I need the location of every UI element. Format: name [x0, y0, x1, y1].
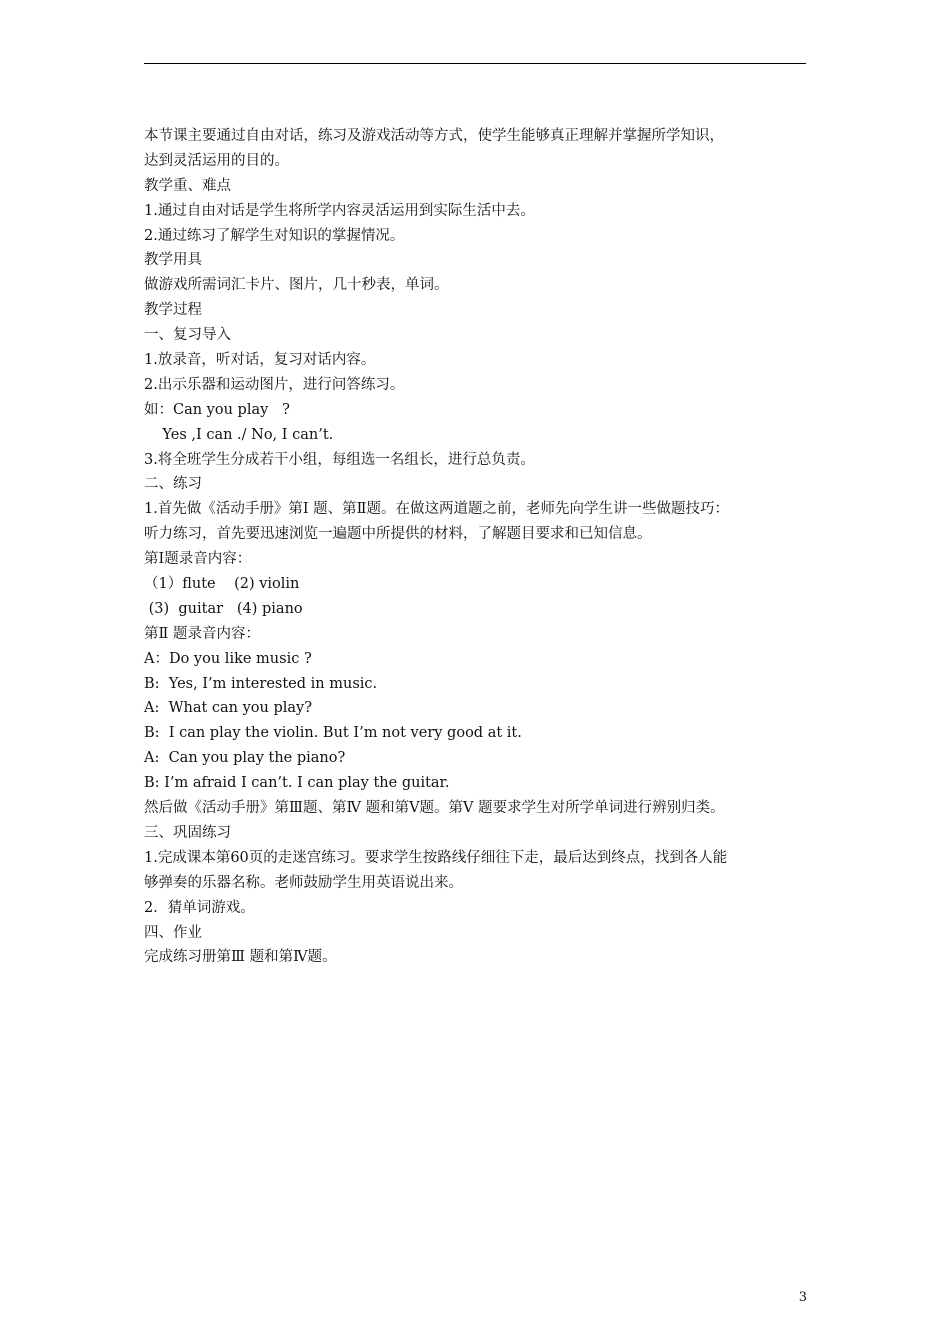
text-line: (3) guitar (4) piano — [144, 600, 303, 617]
dialogue-line: A: Can you play the piano? — [144, 750, 346, 767]
document-body — [144, 124, 808, 970]
text-line: 够弹奏的乐器名称。老师鼓励学生用英语说出来。 — [144, 874, 463, 891]
text-line: 做游戏所需词汇卡片、图片，几十秒表，单词。 — [144, 277, 449, 294]
section-heading: 二、练习 — [144, 476, 202, 493]
text-line: 2.通过练习了解学生对知识的掌握情况。 — [144, 227, 405, 244]
text-line: 如：Can you play ? — [144, 401, 290, 418]
text-line: 达到灵活运用的目的。 — [144, 152, 289, 169]
text-line: 听力练习，首先要迅速浏览一遍题中所提供的材料，了解题目要求和已知信息。 — [144, 526, 652, 543]
dialogue-line: A：Do you like music ? — [144, 650, 312, 667]
section-heading: 教学重、难点 — [144, 177, 231, 194]
dialogue-line: B: I can play the violin. But I’m not very good at it. — [144, 725, 522, 742]
dialogue-line: B: I’m afraid I can’t. I can play the guitar. — [144, 775, 450, 792]
section-heading: 教学用具 — [144, 252, 202, 269]
text-line: 第Ⅱ 题录音内容： — [144, 625, 260, 642]
text-line: 1.完成课本第60页的走迷宫练习。要求学生按路线仔细往下走，最后达到终点，找到各人能 — [144, 849, 728, 866]
text-line: 本节课主要通过自由对话，练习及游戏活动等方式，使学生能够真正理解并掌握所学知识， — [144, 128, 724, 144]
text-line: Yes ,I can ./ No, I can’t. — [144, 426, 334, 443]
text-line: 然后做《活动手册》第Ⅲ题、第Ⅳ 题和第Ⅴ题。第Ⅴ 题要求学生对所学单词进行辨别归类。 — [144, 800, 725, 817]
header-rule — [144, 63, 806, 64]
section-heading: 三、巩固练习 — [144, 824, 231, 841]
section-heading: 四、作业 — [144, 924, 202, 941]
text-line: 完成练习册第Ⅲ 题和第Ⅳ题。 — [144, 949, 337, 966]
text-line: 3.将全班学生分成若干小组，每组选一名组长，进行总负责。 — [144, 451, 535, 468]
text-line: 2.出示乐器和运动图片，进行问答练习。 — [144, 376, 405, 393]
page-number: 3 — [798, 1290, 807, 1305]
text-line: 第Ⅰ题录音内容： — [144, 551, 252, 568]
text-line: 1.放录音，听对话，复习对话内容。 — [144, 352, 376, 369]
dialogue-line: A: What can you play? — [144, 700, 313, 717]
section-heading: 一、复习导入 — [144, 327, 231, 344]
text-line: （1）flute (2) violin — [144, 576, 300, 593]
section-heading: 教学过程 — [144, 302, 202, 319]
text-line: 2．猜单词游戏。 — [144, 899, 255, 916]
text-line: 1.通过自由对话是学生将所学内容灵活运用到实际生活中去。 — [144, 202, 535, 219]
dialogue-line: B: Yes, I’m interested in music. — [144, 675, 378, 692]
text-line: 1.首先做《活动手册》第Ⅰ 题、第Ⅱ题。在做这两道题之前，老师先向学生讲一些做题技巧： — [144, 501, 730, 518]
